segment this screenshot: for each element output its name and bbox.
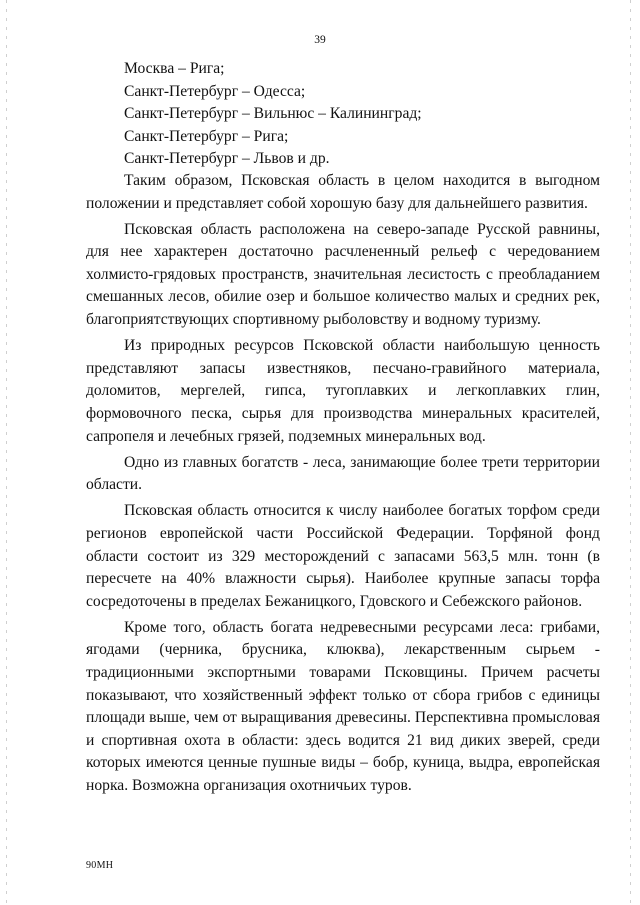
document-body [86,170,600,801]
footer-code: 90МН [86,860,114,871]
paragraph-forests: Одно из главных богатств - леса, занимающие более трети территории области. [86,453,600,494]
paragraph-peat: Псковская область относится к числу наиболее богатых торфом среди регионов европейской части Российской Федерации. Торфяной фонд области состоит из 329 месторождений с запасами 563,5 млн. тонн (в пересчете на 40% влажности сырья). Наиболее крупные запасы торфа сосредоточены в пределах Бежаницкого, Гдовского и Себежского районов. [86,502,600,610]
route-item: Санкт-Петербург – Одесса; [124,82,306,100]
route-list [124,58,422,171]
paragraph-summary: Таким образом, Псковская область в целом находится в выгодном положении и представляет собой хорошую базу для дальнейшего развития. [86,172,600,212]
page-edge-right-mark [630,0,631,905]
route-item: Санкт-Петербург – Львов и др. [124,150,330,168]
paragraph-natural-resources: Из природных ресурсов Псковской области наибольшую ценность представляют запасы известняков, песчано-гравийного материала, доломитов, мергелей, гипса, тугоплавких и легкоплавких глин, формовочного песка, сырья для производства минеральных красителей, сапропеля и лечебных грязей, подземных минеральных вод. [86,337,600,445]
route-item: Москва – Рига; [124,60,225,77]
page-number: 39 [314,34,326,46]
route-item: Санкт-Петербург – Вильнюс – Калининград; [124,105,422,123]
page-edge-left-mark [6,0,7,905]
paragraph-non-timber-resources: Кроме того, область богата недревесными ресурсами леса: грибами, ягодами (черника, брусника, клюква), лекарственным сырьем - традиционными экспортными товарами Псковщины. Причем расчеты показывают, что хозяйственный эффект только от сбора грибов с единицы площади выше, чем от выращивания древесины. Перспективна промысловая и спортивная охота в области: здесь водится 21 вид диких зверей, среди которых имеются ценные пушные виды – бобр, куница, выдра, европейская норка. Возможна организация охотничьих туров. [86,618,600,794]
paragraph-geography: Псковская область расположена на северо-западе Русской равнины, для нее характерен достаточно расчлененный рельеф с чередованием холмисто-грядовых пространств, значительная лесистость с преобладанием смешанных лесов, обилие озер и большое количество малых и средних рек, благоприятствующих спортивному рыболовству и водному туризму. [86,220,600,329]
route-item: Санкт-Петербург – Рига; [124,127,289,145]
